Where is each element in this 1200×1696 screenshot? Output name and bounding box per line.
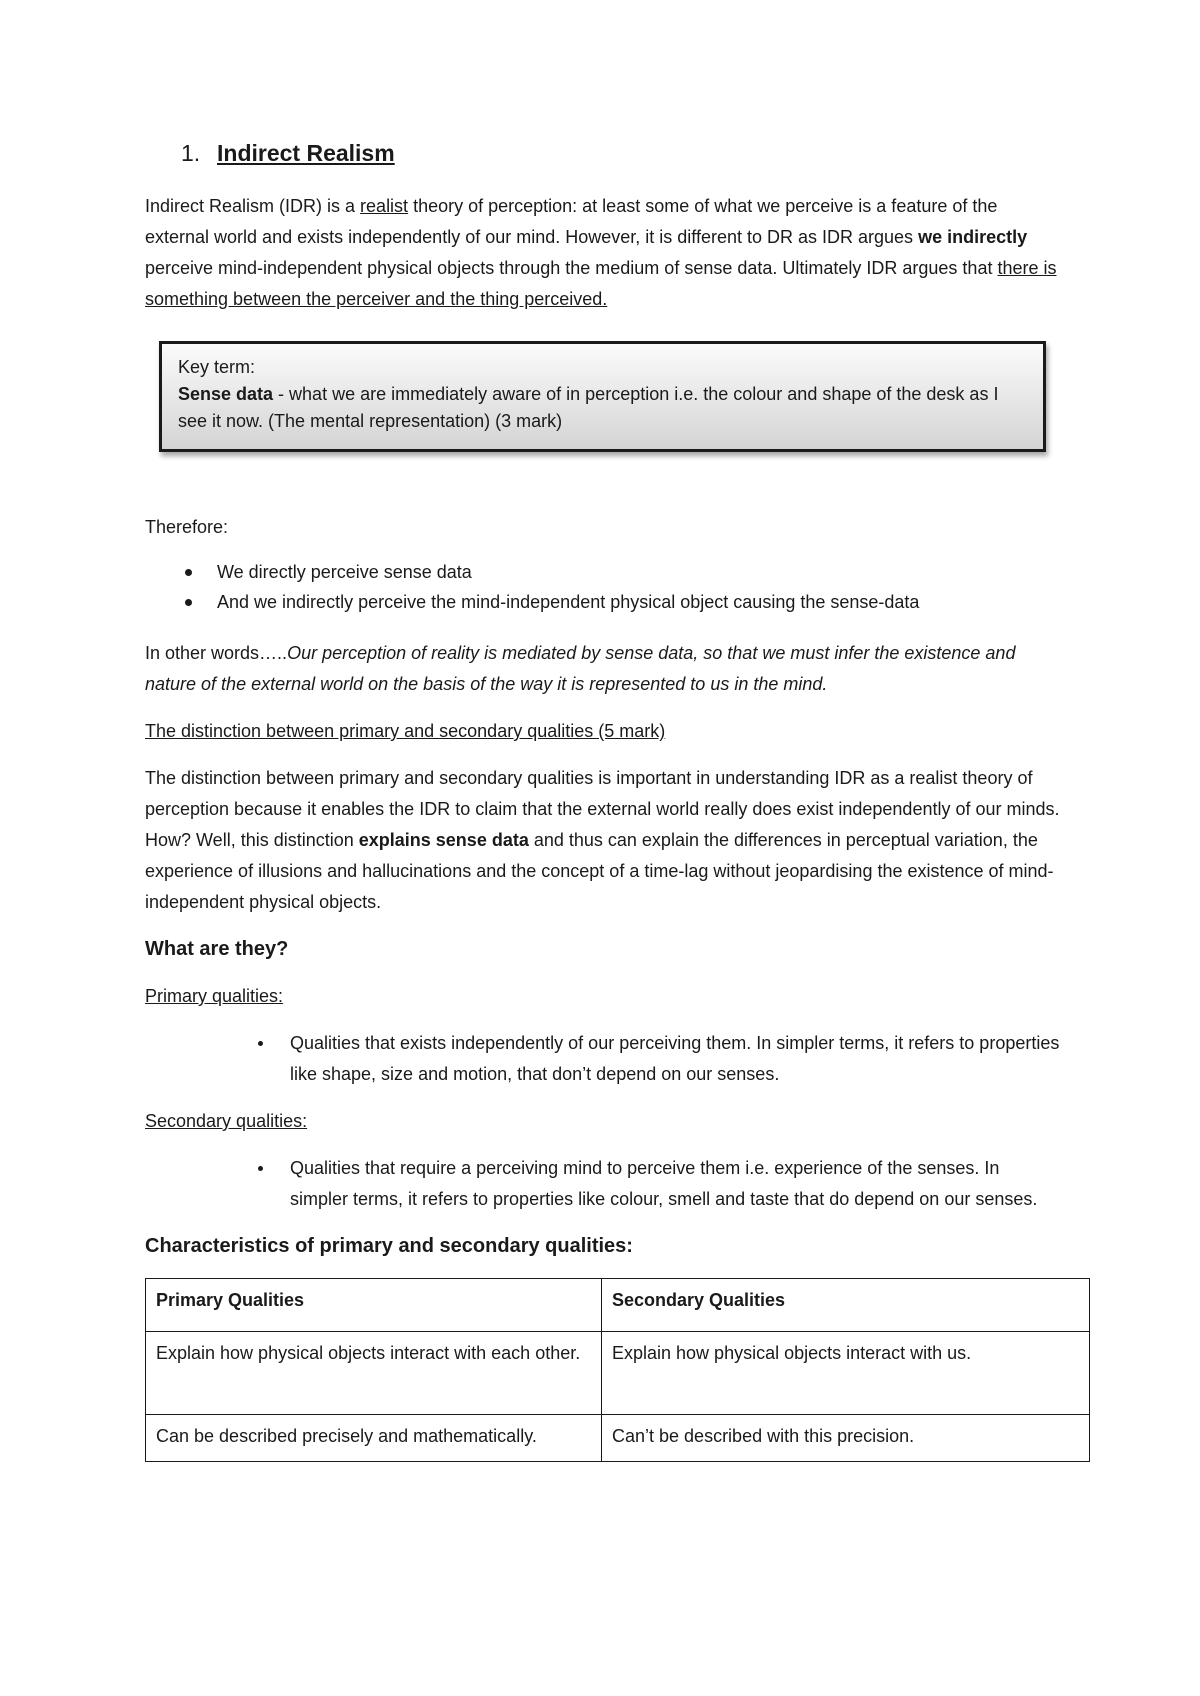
list-item-text: Qualities that require a perceiving mind to perceive them i.e. experience of the senses. In simpler terms, it refers to properties like colour, smell and taste that do depend on our senses. [290, 1158, 1038, 1209]
intro-paragraph [145, 191, 1060, 315]
list-item [145, 557, 1060, 587]
table-cell: Can’t be described with this precision. [602, 1415, 1090, 1462]
distinction-paragraph [145, 763, 1060, 918]
bullet-icon [185, 569, 192, 576]
list-item-text: And we indirectly perceive the mind-independent physical object causing the sense-data [217, 592, 920, 612]
secondary-qualities-heading: Secondary qualities: [145, 1111, 308, 1131]
section-title: Indirect Realism [217, 140, 395, 166]
table-header-row [146, 1279, 1090, 1332]
characteristics-heading: Characteristics of primary and secondary qualities: [145, 1235, 633, 1257]
table-row [146, 1332, 1090, 1415]
therefore-label: Therefore: [145, 517, 229, 537]
other-words-lead: In other words….. [145, 643, 288, 663]
intro-text-3: perceive mind-independent physical objects through the medium of sense data. Ultimately IDR argues that [145, 258, 998, 278]
list-item [145, 1028, 1060, 1090]
key-term-box [159, 341, 1046, 452]
table-row [146, 1415, 1090, 1462]
distinction-text-1: The distinction between primary and secondary qualities is important in understanding IDR as a realist theory of perception because it enables the IDR to claim that the external world really does exist independently of our minds. How? Well, this distinction [145, 768, 1060, 850]
table-header-cell: Secondary Qualities [602, 1279, 1090, 1332]
key-term-word: Sense data [178, 384, 274, 404]
section-heading [145, 140, 1060, 167]
list-item-text: We directly perceive sense data [217, 562, 472, 582]
primary-qualities-list [145, 1028, 1060, 1090]
distinction-text-2: and thus can explain the differences in perceptual variation, the experience of illusions and hallucinations and the concept of a time-lag without jeopardising the existence of mind-independent physical objects. [145, 830, 1054, 912]
other-words-italic: Our perception of reality is mediated by sense data, so that we must infer the existence and nature of the external world on the basis of the way it is represented to us in the mind. [145, 643, 1016, 694]
other-words-paragraph [145, 638, 1060, 700]
intro-bold: we indirectly [918, 227, 1028, 247]
bullet-icon [185, 599, 192, 606]
key-term-label: Key term: [178, 357, 256, 377]
intro-text-1: Indirect Realism (IDR) is a [145, 196, 361, 216]
table-cell: Can be described precisely and mathematically. [146, 1415, 602, 1462]
table-cell: Explain how physical objects interact with each other. [146, 1332, 602, 1415]
distinction-heading: The distinction between primary and secondary qualities (5 mark) [145, 721, 666, 741]
bullet-icon [258, 1166, 263, 1171]
distinction-bold: explains sense data [358, 830, 529, 850]
secondary-qualities-list [145, 1153, 1060, 1215]
primary-qualities-heading: Primary qualities: [145, 986, 284, 1006]
bullet-icon [258, 1041, 263, 1046]
intro-underlined: there is something between the perceiver and the thing perceived. [145, 258, 1057, 309]
list-item-text: Qualities that exists independently of our perceiving them. In simpler terms, it refers to properties like shape, size and motion, that don’t depend on our senses. [290, 1033, 1060, 1084]
table-header-cell: Primary Qualities [146, 1279, 602, 1332]
table-cell: Explain how physical objects interact with us. [602, 1332, 1090, 1415]
intro-text-2: theory of perception: at least some of what we perceive is a feature of the external world and exists independently of our mind. However, it is different to DR as IDR argues [145, 196, 998, 247]
key-term-definition: - what we are immediately aware of in perception i.e. the colour and shape of the desk as I see it now. (The mental representation) (3 mark) [178, 384, 999, 431]
list-item [145, 1153, 1060, 1215]
intro-realist: realist [360, 196, 409, 216]
therefore-list [145, 557, 1060, 617]
section-number: 1. [181, 140, 201, 166]
document-page [145, 140, 1060, 1462]
list-item [145, 587, 1060, 617]
qualities-table [145, 1278, 1090, 1462]
what-are-they-heading: What are they? [145, 938, 289, 960]
